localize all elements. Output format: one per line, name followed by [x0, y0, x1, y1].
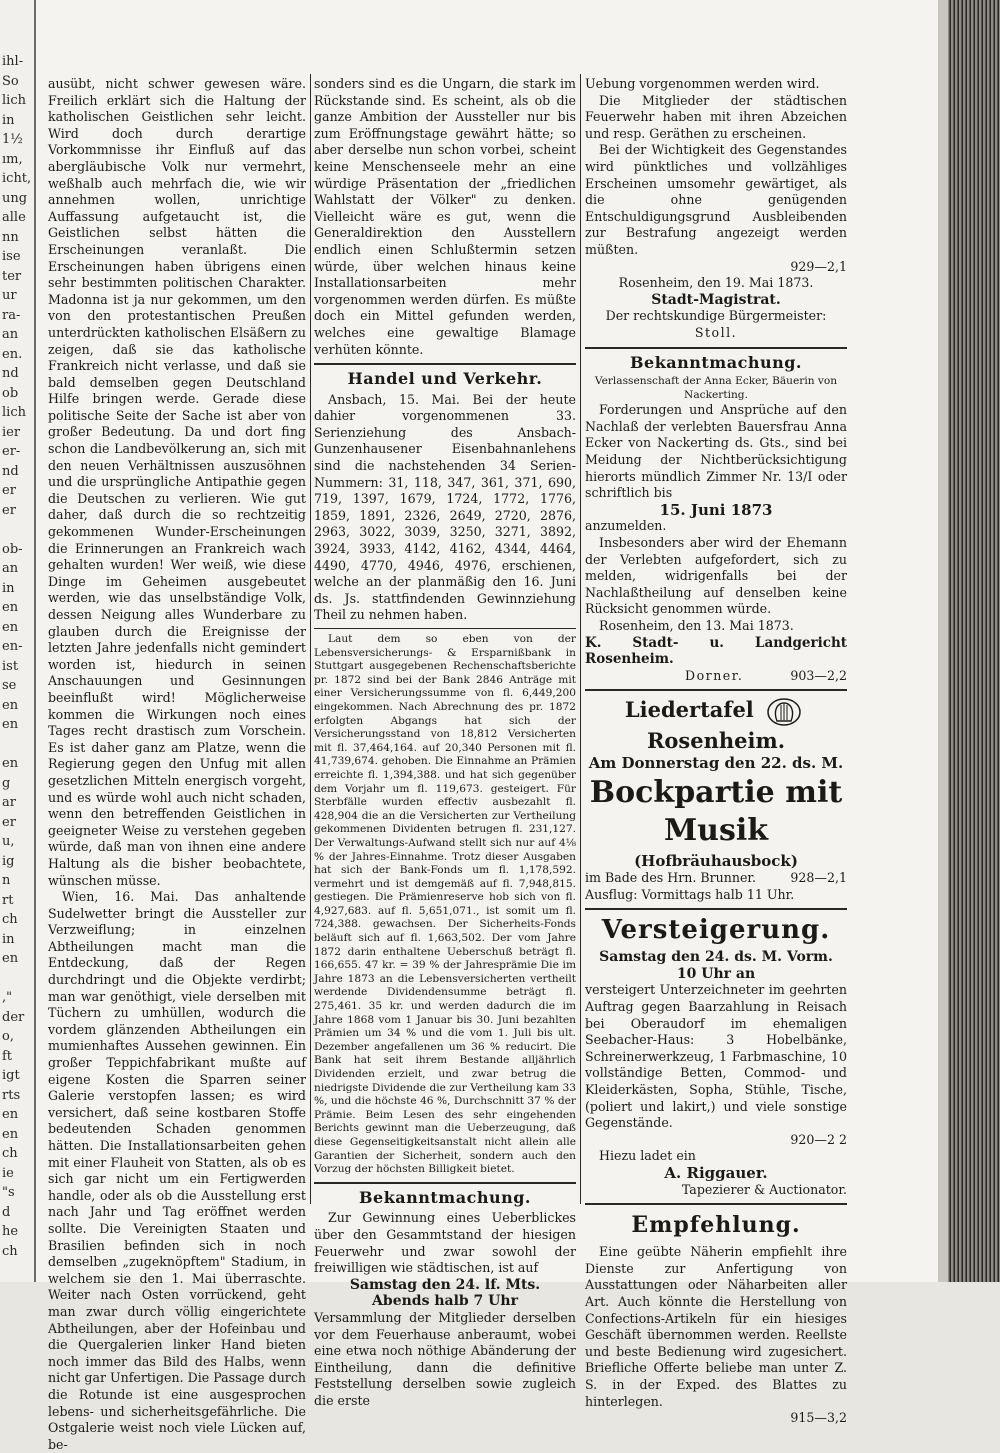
signature-title: Der rechtskundige Bürgermeister: [605, 308, 827, 324]
auctioneer-name: A. Riggauer. [664, 1163, 768, 1182]
event-subtitle: (Hofbräuhausbock) [634, 852, 798, 871]
column-3 [585, 76, 847, 1427]
liedertafel-banner [585, 696, 847, 755]
liedertafel-place: Rosenheim. [646, 727, 786, 753]
column-2 [314, 76, 576, 1409]
auction-date: Samstag den 24. ds. M. Vorm. [599, 949, 833, 966]
event-venue: im Bade des Hrn. Brunner. [585, 870, 757, 886]
notice-continuation-2: Die Mitglieder der städtischen Feuerwehr haben mit ihren Abzeichen und resp. Geräthen zu erscheinen. [585, 92, 847, 141]
ad-deadline: 15. Juni 1873 [659, 500, 773, 519]
book-block-edge [938, 0, 1000, 1282]
section-divider [314, 628, 576, 629]
auction-time: 10 Uhr an [676, 965, 756, 982]
notice-date: Samstag den 24. lf. Mts. [349, 1276, 541, 1293]
section-divider [314, 363, 576, 365]
auction-text: versteigert Unterzeichneter im geehrten Auftrag gegen Baarzahlung in Reisach bei Oberaudorf im ehemaligen Seebacher-Haus: 3 Hobelbänke, Schreinerwerkzeug, 1 Farbmaschine, 10 vollständige Betten, Commod- und Kleiderkästen, Sopha, Stühle, Tische, (poliert und lakirt,) und viele sonstige Gegenstände. [585, 982, 847, 1131]
auctioneer-role: Tapezierer & Auctionator. [681, 1181, 847, 1197]
ad-official-name: Dorner. [685, 667, 744, 683]
liedertafel-name: Liedertafel [624, 697, 754, 723]
notice-text: Zur Gewinnung eines Ueberblickes über den Gesammtstand der hiesigen Feuerwehr und zwar sowohl der freiwilligen wie städtischen, ist auf [314, 1210, 576, 1276]
event-title: Bockpartie mit Musik [589, 775, 843, 849]
recommendation-text: Eine geübte Näherin empfiehlt ihre Dienste zur Anfertigung von Ausstattungen oder Näharbeiten aller Art. Auch könnte die Herstellung von Confections-Artikeln für ein hiesiges Geschäft übernommen werden. Reellste und beste Bedienung wird zugesichert. Briefliche Offerte beliebe man unter Z. S. in der Exped. des Blattes zu hinterlegen. [585, 1244, 847, 1409]
signature-name: Stoll. [694, 324, 738, 340]
section-divider [314, 1182, 576, 1184]
article-paragraph: ausübt, nicht schwer gewesen wäre. Freilich erklärt sich die Haltung der katholischen Geistlichen sehr leicht. Wird doch durch derartige Vorkommnisse ihr Einfluß auf das abergläubische Volk nur vermehrt, weßhalb auch mehrfach die, wie wir annehmen wollen, unrichtige Auffassung aufgetaucht ist, die Geistlichen selbst hätten die Erscheinungen veranlaßt. Die Erscheinungen haben übrigens einen sehr bestimmten politischen Charakter. Madonna ist ja nur gekommen, um den von den protestantischen Preußen unterdrückten katholischen Elsäßern zu zeigen, daß sie das katholische Frankreich nicht verlasse, und daß sie bald demselben gegen Deutschland Hilfe bringen werde. Gerade diese politische Seite der Sache ist aber von großer Bedeutung. Da und dort fing schon die Landbevölkerung an, sich mit den neuen Verhältnissen auszusöhnen und die ursprüngliche Antipathie gegen die Deutschen zu verlieren. Wie gut daher, daß durch die so rechtzeitig gekommenen Wunder-Erscheinungen die Erinnerungen an Frankreich wach gehalten wurden! Wer weiß, wie diese Dinge im Geheimen ausgebeutet werden, wie das unselbständige Volk, dessen Neigung alles Wunderbare zu glauben durch die Ereignisse der letzten Jahre jedenfalls nicht gemindert worden ist, hiedurch in seinen Anschauungen und Gesinnungen beeinflußt wird! Möglicherweise kommen die Wirkungen noch eines Tages recht drastisch zum Vorschein. Es ist daher ganz am Platze, wenn die Regierung gegen den Unfug mit allen gesetzlichen Mitteln energisch vorgeht, und es würde wohl auch nicht schaden, wenn den betreffenden Geistlichen in geeigneter Weise zu verstehen gegeben würde, daß man von ihnen eine andere Haltung als die bisher beobachtete, wünschen müsse. [48, 76, 306, 888]
insurance-report: Laut dem so eben von der Lebensversicherungs- & Ersparnißbank in Stuttgart ausgegebenen Rechenschaftsberichte pr. 1872 sind bei der Bank 2846 Anträge mit einer Versicherungssumme von fl. 6,449,200 eingekommen. Nach Abrechnung des pr. 1872 erfolgten Abgangs hat sich der Versicherungsstand von 18,812 Versicherten mit fl. 37,464,164. auf 20,340 Personen mit fl. 41,739,674. gehoben. Die Einnahme an Prämien erreichte fl. 1,394,388. und hat sich gegenüber dem Vorjahr um fl. 119,673. gesteigert. Für Sterbfälle wurden effectiv ausbezahlt fl. 428,904 die an die Versicherten zur Vertheilung gekommenen Dividenten betrugen fl. 231,127. Der Verwaltungs-Aufwand stellt sich nur auf 4⅛ % der Jahres-Einnahme. Trotz dieser Ausgaben hat sich der Bank-Fonds um fl. 1,178,592. vermehrt und ist demgemäß auf fl. 7,948,815. gestiegen. Die Prämienreserve hob sich von fl. 4,927,683. auf fl. 5,651,071., ist somit um fl. 724,388. gewachsen. Der Sicherheits-Fonds beläuft sich auf fl. 1,663,502. Der vom Jahre 1872 darin enthaltene Ueberschuß beträgt fl. 166,655. 47 kr. = 39 % der Jahresprämie Die im Jahre 1873 an die Lebensversicherten vertheilt werdende Dividendensumme beträgt fl. 275,461. 35 kr. und werden dadurch die im Jahre 1868 vom 1 Januar bis 30. Juni bezahlten Prämien um 34 % und die vom 1. Juli bis ult. Dezember angefallenen um 36 % reducirt. Die Bank hat seit ihrem Bestande alljährlich Dividenden erzielt, und zwar betrug die niedrigste Dividende die zur Vertheilung kam 33 %, und die höchste 46 %, Durchschnitt 37 % der Prämie. Beim Lesen des sehr eingehenden Berichts gewinnt man die Ueberzeugung, daß diese Gegenseitigkeitsanstalt nicht allein alle Garantien der Sicherheit, sondern auch den Vorzug der höchsten Billigkeit bietet. [314, 633, 576, 1176]
notice-place-date: Rosenheim, den 19. Mai 1873. [618, 275, 814, 291]
ad-text: Forderungen und Ansprüche auf den Nachlaß der verlebten Bauersfrau Anna Ecker von Nackerting ds. Gts., sind bei Meidung der Nichtberücksichtigung hierorts mündlich Zimmer Nr. 13/I oder schriftlich bis [585, 402, 847, 501]
ad-heading-versteigerung: Versteigerung. [601, 915, 831, 946]
ad-divider [585, 689, 847, 691]
event-departure: Ausflug: Vormittags halb 11 Uhr. [585, 886, 795, 902]
ad-text-3: Insbesonders aber wird der Ehemann der Verlebten aufgefordert, sich zu melden, widrigenfalls bei der Nachlaßtheilung auf denselben keine Rücksicht genommen würde. [585, 535, 847, 617]
ad-divider [585, 347, 847, 349]
event-date: Am Donnerstag den 22. ds. M. [588, 753, 844, 772]
column-1 [48, 76, 306, 1453]
adjacent-page-fragments: ihl- So lich in 1½ ım, icht, ung alle nn ise ter ur ra- an en. nd ob lich ier er- nd er er ob- an in en en en- ist se en en en g ar er u, ig n rt ch in en ," der o, ft igt rts en en ch ie "s d he ch [2, 54, 32, 1259]
ad-heading-bekanntmachung: Bekanntmachung. [629, 352, 802, 372]
ad-text-2: anzumelden. [585, 518, 667, 534]
notice-heading-feuerwehr: Bekanntmachung. [358, 1187, 531, 1207]
ad-subheading: Verlassenschaft der Anna Ecker, Bäuerin von Nackerting. [594, 375, 838, 401]
ad-divider [585, 908, 847, 910]
column-rule-2 [580, 74, 581, 1204]
notice-time: Abends halb 7 Uhr [372, 1293, 518, 1310]
ad-court: K. Stadt- u. Landgericht Rosenheim. [585, 634, 847, 668]
ad-heading-empfehlung: Empfehlung. [631, 1212, 801, 1239]
auction-invite: Hiezu ladet ein [599, 1148, 696, 1164]
notice-continuation-3: Bei der Wichtigkeit des Gegenstandes wird pünktliches und vollzähliges Erscheinen umsomehr gewärtiget, als die ohne genügenden Entschuldigungsgrund Ausbleibenden zur Bestrafung angezeigt werden müßten. [585, 142, 847, 257]
reference-number: 915—3,2 [790, 1410, 847, 1426]
reference-number: 920—2 2 [790, 1131, 847, 1147]
reference-number: 903—2,2 [790, 667, 847, 683]
ad-place-date: Rosenheim, den 13. Mai 1873. [599, 618, 794, 633]
adjacent-page-edge [0, 0, 36, 1282]
reference-number: 928—2,1 [790, 870, 847, 886]
ad-divider [585, 1203, 847, 1205]
section-heading-handel: Handel und Verkehr. [347, 369, 543, 389]
handel-paragraph: Ansbach, 15. Mai. Bei der heute dahier vorgenommenen 33. Serienziehung des Ansbach-Gunzenhausener Eisenbahnanlehens sind die nachstehenden 34 Serien-Nummern: 31, 118, 347, 361, 371, 690, 719, 1397, 1679, 1724, 1772, 1776, 1859, 1891, 2326, 2649, 2720, 2876, 2963, 3022, 3039, 3250, 3271, 3892, 3924, 3933, 4142, 4162, 4344, 4464, 4490, 4770, 4946, 4976, erschienen, welche an der planmäßig den 16. Juni ds. Js. stattfindenden Gewinnziehung Theil zu nehmen haben. [314, 391, 576, 623]
column-rule-1 [310, 74, 311, 1204]
article-continuation: sonders sind es die Ungarn, die stark im Rückstande sind. Es scheint, als ob die ganze Ambition der Aussteller nur bis zum Eröffnungstage gewährt hätte; so aber derselbe nun schon vorbei, scheint keine Menschenseele mehr an eine würdige Präsentation der „friedlichen Wahlstatt der Völker" zu denken. Vielleicht wäre es gut, wenn die Generaldirektion den Ausstellern endlich einen Schlußtermin setzen würde, über welchen hinaus keine Installationsarbeiten mehr vorgenommen werden dürfen. Es müßte doch ein Mittel gefunden werden, welches eine gewaltige Blamage verhüten könnte. [314, 76, 576, 357]
lyre-emblem-icon [765, 697, 803, 727]
notice-text-2: Versammlung der Mitglieder derselben vor dem Feuerhause anberaumt, wobei eine etwa noch nöthige Abänderung der Eintheilung, dann die definitive Feststellung derselben sowie zugleich die erste [314, 1309, 576, 1408]
notice-continuation: Uebung vorgenommen werden wird. [585, 76, 820, 91]
reference-number: 929—2,1 [790, 258, 847, 274]
article-paragraph-wien: Wien, 16. Mai. Das anhaltende Sudelwetter bringt die Aussteller zur Verzweiflung; in einzelnen Abtheilungen macht man die Entdeckung, daß der Regen durchdringt und die Objekte verdirbt; man war genöthigt, viele derselben mit Tüchern zu umhüllen, wodurch die vordem glänzenden Abtheilungen ein mumienhaftes Aussehen gewinnen. Ein großer Teppichfabrikant mußte auf eigene Kosten die Sparren seiner Galerie verstopfen lassen; es wird versichert, daß seine kostbaren Stoffe bedeutenden Schaden genommen hätten. Die Installationsarbeiten gehen mit einer Flauheit von Statten, als ob es sich gar nicht um ein Fertigwerden handle, oder als ob die Ausstellung erst nach Jahr und Tag eröffnet werden sollte. Die Vereinigten Staaten und Brasilien befinden sich in noch demselben „zugeknöpftem" Stadium, in welchem sie den 1. Mai überraschte. Weiter nach Osten vorrückend, geht man zwar durch völlig eingerichtete Abtheilungen, aber der Hofeinbau und die Quergalerien linker Hand bieten noch immer das Bild des Halbs, wenn nicht gar Unfertigen. Die Passage durch die Rotunde ist eine ausgesprochen lebens- und sicherheitsgefährliche. Die Ostgalerie weist noch viele Lücken auf, be- [48, 889, 306, 1452]
signature-magistrat: Stadt-Magistrat. [651, 291, 781, 308]
